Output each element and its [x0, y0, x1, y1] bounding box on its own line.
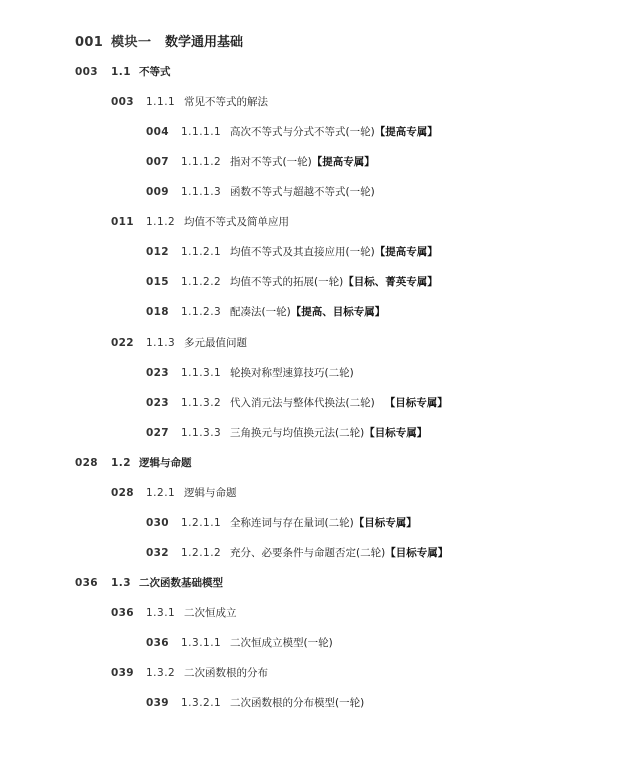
toc-tag: 【提高专属】	[374, 246, 438, 258]
toc-section-number: 1.2	[111, 457, 132, 469]
toc-section-title: 全称连词与存在量词(二轮)	[230, 517, 354, 529]
toc-page-number: 039	[146, 697, 169, 709]
toc-section-title: 函数不等式与超越不等式(一轮)	[230, 186, 375, 198]
toc-section-number: 1.1	[111, 66, 132, 78]
toc-section-title: 二次函数基础模型	[139, 577, 223, 589]
toc-tag: 【提高、目标专属】	[290, 306, 386, 318]
toc-tag: 【目标、菁英专属】	[343, 276, 438, 288]
toc-title-with-tag	[230, 513, 417, 533]
toc-title-with-tag	[230, 152, 375, 172]
toc-section-number: 1.3.1	[146, 607, 176, 619]
toc-page-number: 003	[75, 66, 98, 78]
toc-section-title: 均值不等式及其直接应用(一轮)	[230, 246, 375, 258]
toc-section-title: 二次函数根的分布模型(一轮)	[230, 697, 365, 709]
toc-section-title: 三角换元与均值换元法(二轮)	[230, 427, 365, 439]
toc-section-title: 二次恒成立模型(一轮)	[230, 637, 333, 649]
toc-section-number: 1.2.1.2	[181, 547, 222, 559]
toc-page-number: 027	[146, 427, 169, 439]
toc-section-title: 数学通用基础	[165, 35, 244, 50]
toc-tag: 【目标专属】	[364, 427, 428, 439]
toc-section-title: 高次不等式与分式不等式(一轮)	[230, 126, 375, 138]
toc-tag: 【目标专属】	[385, 547, 449, 559]
toc-page-number: 023	[146, 397, 169, 409]
toc-page-number: 003	[111, 96, 134, 108]
toc-page-number: 028	[75, 457, 98, 469]
toc-page-number: 018	[146, 306, 169, 318]
toc-section-number: 1.1.2.3	[181, 306, 222, 318]
toc-title-with-tag	[230, 302, 385, 322]
toc-title-with-tag	[230, 543, 448, 563]
toc-section-title: 均值不等式及简单应用	[184, 216, 289, 228]
toc-section-number: 1.1.2.2	[181, 276, 222, 288]
toc-section-number: 1.1.2.1	[181, 246, 222, 258]
toc-section-title: 代入消元法与整体代换法(二轮)	[230, 397, 375, 409]
toc-section-title: 二次恒成立	[184, 607, 237, 619]
toc-page-number: 001	[75, 35, 104, 50]
toc-page-number: 004	[146, 126, 169, 138]
toc-section-number: 1.2.1	[146, 487, 176, 499]
toc-page-number: 028	[111, 487, 134, 499]
toc-section-number: 1.1.3.2	[181, 397, 222, 409]
toc-section-title: 配凑法(一轮)	[230, 306, 291, 318]
toc-page-number: 039	[111, 667, 134, 679]
toc-tag: 【目标专属】	[353, 517, 417, 529]
toc-page-number: 011	[111, 216, 134, 228]
toc-section-number: 1.1.3	[146, 337, 176, 349]
toc-page-number: 007	[146, 156, 169, 168]
toc-page-number: 036	[75, 577, 98, 589]
toc-page-number: 023	[146, 367, 169, 379]
toc-section-title: 轮换对称型速算技巧(二轮)	[230, 367, 354, 379]
toc-section-title: 逻辑与命题	[139, 457, 192, 469]
toc-section-number: 1.1.1	[146, 96, 176, 108]
toc-section-number: 1.1.1.3	[181, 186, 222, 198]
toc-section-number: 1.3.1.1	[181, 637, 222, 649]
toc-section-title: 均值不等式的拓展(一轮)	[230, 276, 344, 288]
toc-title-with-tag	[230, 423, 427, 443]
toc-tag: 【提高专属】	[311, 156, 375, 168]
toc-page-number: 009	[146, 186, 169, 198]
toc-tag: 【目标专属】	[384, 397, 448, 409]
toc-section-number: 1.3.2	[146, 667, 176, 679]
toc-title-with-tag	[230, 272, 438, 292]
toc-section-number: 模块一	[111, 35, 152, 50]
toc-page-number: 012	[146, 246, 169, 258]
toc-section-number: 1.3.2.1	[181, 697, 222, 709]
toc-section-title: 不等式	[139, 66, 171, 78]
toc-page-number: 036	[111, 607, 134, 619]
toc-page-number: 015	[146, 276, 169, 288]
toc-section-number: 1.1.1.1	[181, 126, 222, 138]
toc-section-number: 1.1.1.2	[181, 156, 222, 168]
toc-section-number: 1.2.1.1	[181, 517, 222, 529]
toc-section-title: 多元最值问题	[184, 337, 247, 349]
toc-title-with-tag	[230, 122, 438, 142]
toc-page-number: 030	[146, 517, 169, 529]
toc-section-number: 1.1.2	[146, 216, 176, 228]
toc-section-number: 1.1.3.1	[181, 367, 222, 379]
toc-section-title: 逻辑与命题	[184, 487, 237, 499]
toc-section-number: 1.3	[111, 577, 132, 589]
toc-section-title: 常见不等式的解法	[184, 96, 268, 108]
toc-title-with-tag	[230, 393, 448, 413]
toc-page-number: 032	[146, 547, 169, 559]
toc-title-with-tag	[230, 242, 438, 262]
toc-section-title: 二次函数根的分布	[184, 667, 268, 679]
toc-section-title: 指对不等式(一轮)	[230, 156, 312, 168]
toc-section-number: 1.1.3.3	[181, 427, 222, 439]
toc-section-title: 充分、必要条件与命题否定(二轮)	[230, 547, 386, 559]
toc-page-number: 022	[111, 337, 134, 349]
toc-page-number: 036	[146, 637, 169, 649]
toc-tag: 【提高专属】	[374, 126, 438, 138]
